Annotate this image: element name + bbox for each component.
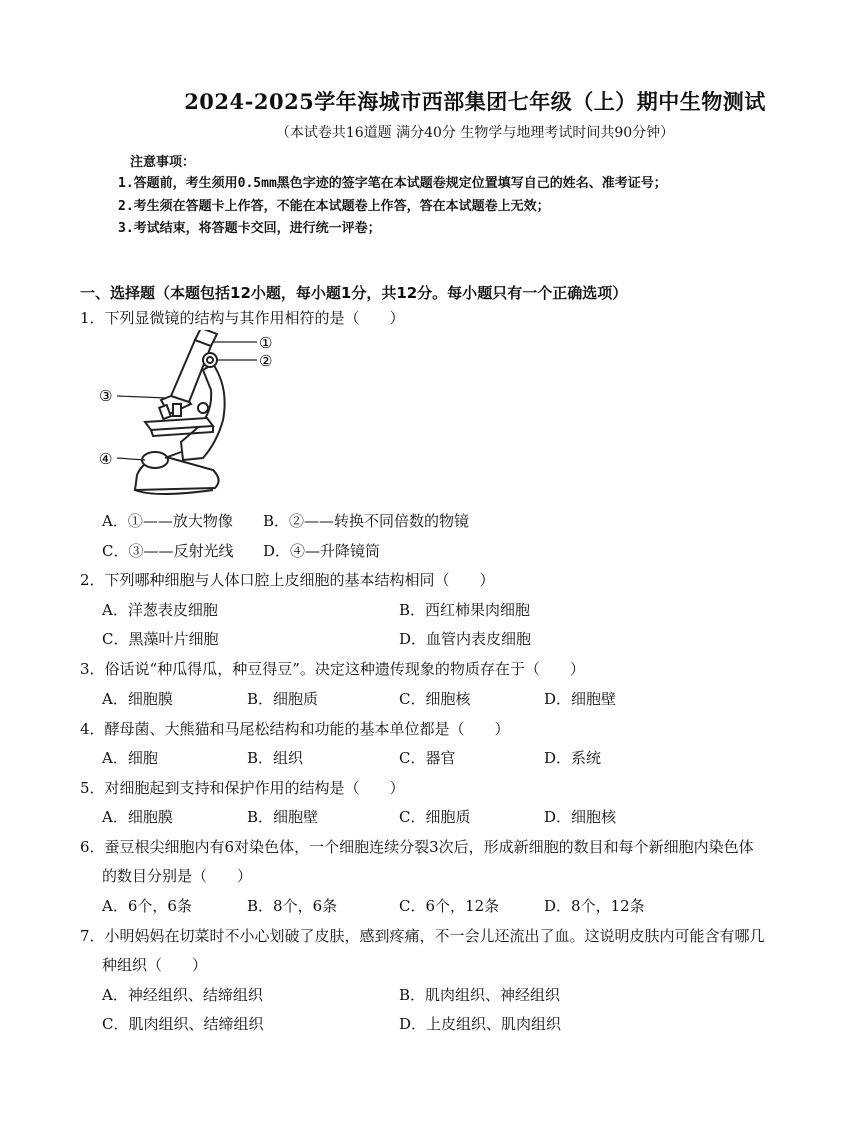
option-c: C．黑藻叶片细胞 [102, 630, 219, 648]
option-d: D．细胞核 [544, 808, 617, 826]
option-d: D．8个，12条 [544, 897, 645, 915]
figure-label-1: ① [259, 334, 273, 352]
option-b: B．西红柿果肉细胞 [399, 601, 531, 619]
figure-label-3: ③ [99, 387, 113, 405]
option-b: B．组织 [247, 749, 304, 767]
question-stem: 3．俗话说“种瓜得瓜，种豆得豆”。决定这种遗传现象的物质存在于（ ） [80, 660, 585, 678]
section-heading: 一、选择题（本题包括12小题，每小题1分，共12分。每小题只有一个正确选项） [80, 284, 628, 302]
question-stem-continued: 的数目分别是（ ） [102, 867, 253, 885]
question-stem: 5．对细胞起到支持和保护作用的结构是（ ） [80, 779, 405, 797]
option-a: A．神经组织、结缔组织 [102, 986, 263, 1004]
option-c: C．6个，12条 [399, 897, 500, 915]
option-c: C．细胞质 [399, 808, 471, 826]
option-a: A．洋葱表皮细胞 [102, 601, 218, 619]
option-d: D．系统 [544, 749, 602, 767]
question-stem: 2．下列哪种细胞与人体口腔上皮细胞的基本结构相同（ ） [80, 571, 495, 589]
microscope-figure [95, 330, 280, 502]
option-a: A．细胞膜 [102, 690, 173, 708]
option-b: B．肌肉组织、神经组织 [399, 986, 561, 1004]
option-a: A．6个，6条 [102, 897, 192, 915]
option-d: D．④—升降镜筒 [263, 542, 381, 560]
question-stem: 6．蚕豆根尖细胞内有6对染色体，一个细胞连续分裂3次后，形成新细胞的数目和每个新细胞内染色体 [80, 838, 754, 856]
option-b: B．8个，6条 [247, 897, 338, 915]
question-stem: 1．下列显微镜的结构与其作用相符的是（ ） [80, 309, 405, 327]
question-stem: 4．酵母菌、大熊猫和马尾松结构和功能的基本单位都是（ ） [80, 720, 510, 738]
page-title: 2024-2025学年海城市西部集团七年级（上）期中生物测试 [184, 89, 766, 114]
notice-item: 2.考生须在答题卡上作答，不能在本试题卷上作答，答在本试题卷上无效； [118, 199, 550, 214]
option-a: A．细胞膜 [102, 808, 173, 826]
question-stem: 7．小明妈妈在切菜时不小心划破了皮肤，感到疼痛，不一会儿还流出了血。这说明皮肤内可能含有哪几 [80, 927, 765, 945]
option-b: B．细胞质 [247, 690, 319, 708]
question-stem-continued: 种组织（ ） [102, 956, 208, 974]
option-c: C．细胞核 [399, 690, 471, 708]
notice-item: 1.答题前，考生须用0.5mm黑色字迹的签字笔在本试题卷规定位置填写自己的姓名、准考证号； [118, 176, 667, 191]
option-b: B．②——转换不同倍数的物镜 [263, 512, 470, 530]
figure-label-4: ④ [99, 450, 113, 468]
page-subtitle: （本试卷共16道题 满分40分 生物学与地理考试时间共90分钟） [275, 125, 675, 141]
option-d: D．血管内表皮细胞 [399, 630, 532, 648]
option-c: C．肌肉组织、结缔组织 [102, 1015, 264, 1033]
option-a: A．细胞 [102, 749, 158, 767]
option-b: B．细胞壁 [247, 808, 319, 826]
option-c: C．器官 [399, 749, 456, 767]
notice-item: 3.考试结束，将答题卡交回，进行统一评卷； [118, 221, 381, 236]
notice-heading: 注意事项： [130, 155, 196, 170]
option-c: C．③——反射光线 [102, 542, 234, 560]
option-a: A．①——放大物像 [102, 512, 233, 530]
option-d: D．细胞壁 [544, 690, 617, 708]
figure-label-2: ② [259, 352, 273, 370]
option-d: D．上皮组织、肌肉组织 [399, 1015, 562, 1033]
